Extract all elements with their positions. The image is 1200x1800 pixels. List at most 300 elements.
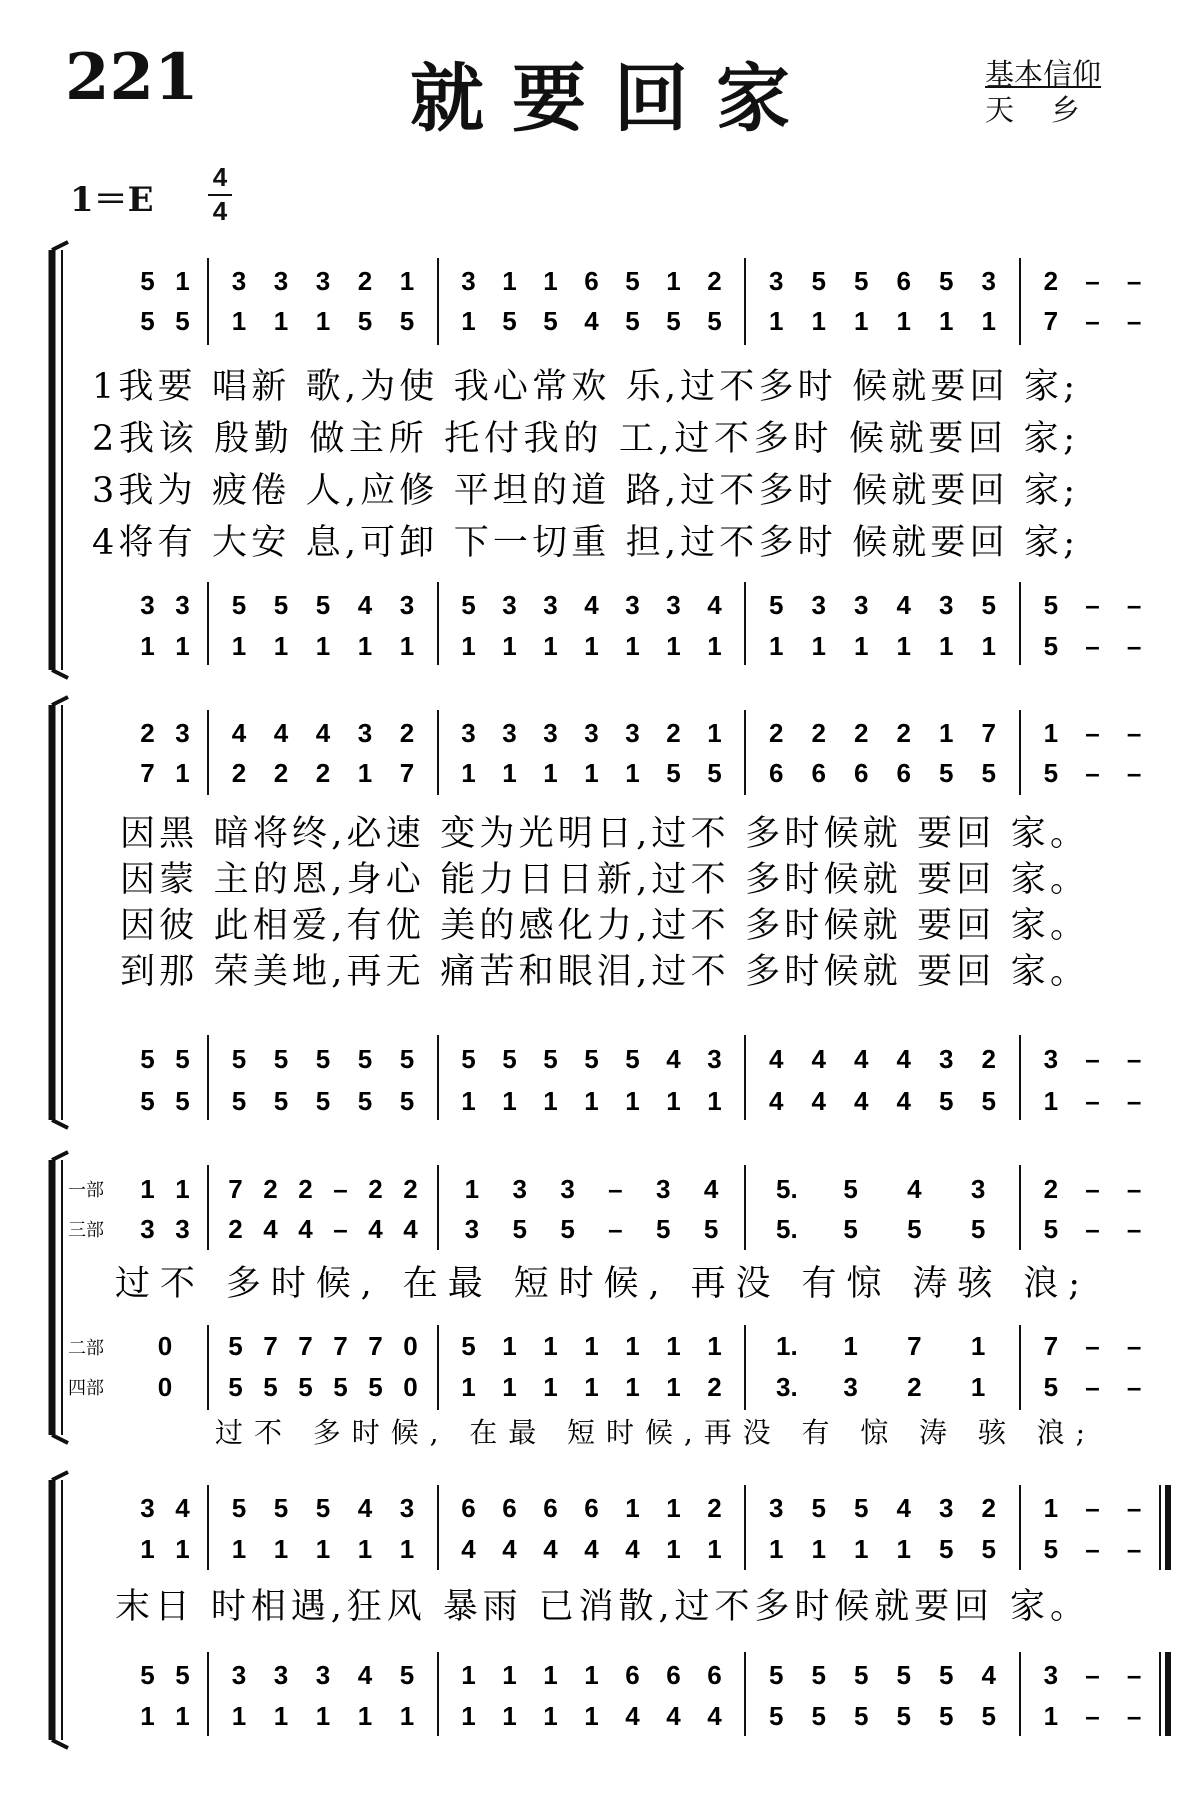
system2-upper-melody-note: 7 — [981, 718, 996, 748]
system1-lower-bass-note: 1 — [273, 631, 289, 661]
system3-part2-note: 7 — [368, 1331, 383, 1361]
system1-upper-melody-note: 3 — [769, 266, 784, 296]
part-label-two: 二部 — [68, 1338, 104, 1359]
system4-upper-melody-note: 5 — [854, 1493, 869, 1523]
system2-upper-harmony-note: 2 — [273, 758, 289, 788]
system3-part2-note: 7 — [298, 1331, 313, 1361]
system1-lower-bass-note: – — [1085, 631, 1100, 661]
system1-upper-melody-note: 5 — [811, 266, 826, 296]
system4-upper-melody-note: 5 — [231, 1493, 247, 1523]
system2-upper-melody-note: 3 — [461, 718, 476, 748]
system2-upper-harmony-note: 5 — [1043, 758, 1059, 788]
system3-part3-note: 5 — [970, 1214, 986, 1244]
system1-upper-harmony-note: 1 — [461, 306, 476, 336]
system1-upper-harmony-note: 5 — [357, 306, 373, 336]
system4-upper-harmony-note: 1 — [273, 1534, 289, 1564]
system4-upper-melody-note: 3 — [140, 1493, 155, 1523]
system3-part3-note: 4 — [263, 1214, 278, 1244]
system2-lower-alto-note: 5 — [399, 1044, 415, 1074]
system2-lower-bass-note: 5 — [231, 1086, 247, 1116]
system1-lower-alto-note: 3 — [140, 590, 155, 620]
key-signature: 1＝E — [70, 180, 154, 220]
system4-lower-bass-note: 1 — [273, 1701, 289, 1731]
system1-lower-alto-note: 3 — [399, 590, 415, 620]
system1-upper-harmony-note: 5 — [707, 306, 722, 336]
system1-upper-melody-note: 2 — [707, 266, 722, 296]
system2-lower-bass-note: 1 — [502, 1086, 517, 1116]
system3-part2-note: 1 — [666, 1331, 681, 1361]
system1-bracket-top — [52, 242, 68, 250]
system1-upper-melody-note: 5 — [854, 266, 869, 296]
system2-lower-bass-note: 4 — [769, 1086, 784, 1116]
system3-part3-note: 4 — [403, 1214, 418, 1244]
system1-lower-alto-note: 5 — [461, 590, 476, 620]
system2-upper-melody-note: 3 — [502, 718, 517, 748]
system1-lower-alto-note: 4 — [707, 590, 722, 620]
system1-lower-alto-note: 3 — [543, 590, 558, 620]
system2-bracket-bottom — [52, 1120, 68, 1128]
system2-lyric-line: 到那 荣美地,再无 痛苦和眼泪,过不 多时候就 要回 家。 — [120, 952, 1085, 992]
system3-part4-note: 5 — [263, 1372, 278, 1402]
system1-lower-alto-note: 3 — [625, 590, 640, 620]
system2-upper-melody-note: 2 — [896, 718, 911, 748]
system4-upper-harmony-note: 1 — [399, 1534, 415, 1564]
system2-upper-harmony-note: – — [1085, 758, 1100, 788]
system4-upper-melody-note: 4 — [175, 1493, 190, 1523]
system4-upper-melody-note: 5 — [315, 1493, 331, 1523]
system3-part2-note: 5 — [461, 1331, 476, 1361]
system2-upper-melody-note: 2 — [854, 718, 869, 748]
system3-part1-note: 2 — [403, 1174, 418, 1204]
system2-upper-harmony-note: 6 — [811, 758, 826, 788]
system2-lower-bass-note: 1 — [707, 1086, 722, 1116]
system4-lower-alto-note: 6 — [666, 1660, 681, 1690]
system2-lower-bass-note: 5 — [399, 1086, 415, 1116]
system1-lower-alto-note: 4 — [584, 590, 599, 620]
system1-lower-bass-note: 1 — [502, 631, 517, 661]
system1-upper-melody-note: 3 — [273, 266, 289, 296]
system2-upper-harmony-note: 1 — [175, 758, 190, 788]
system4-lower-alto-note: 5 — [399, 1660, 415, 1690]
system3-part3-note: 5 — [703, 1214, 719, 1244]
system4-upper-harmony-note: 1 — [707, 1534, 722, 1564]
part-label-three: 三部 — [68, 1220, 104, 1241]
system1-lower-alto-note: 5 — [1043, 590, 1059, 620]
system3-part1-note: 4 — [907, 1174, 922, 1204]
system1-upper-harmony-note: 4 — [584, 306, 599, 336]
system2-lower-alto-note: 2 — [981, 1044, 996, 1074]
system4-upper-harmony-note: – — [1126, 1534, 1142, 1564]
system1-lyric-line: 4将有 大安 息,可卸 下一切重 担,过不多时 候就要回 家; — [92, 523, 1075, 563]
system1-upper-melody-note: 2 — [1043, 266, 1059, 296]
system3-part2-note: 1 — [543, 1331, 558, 1361]
system3-part3-note: 4 — [298, 1214, 313, 1244]
system1-upper-melody-note: 1 — [175, 266, 190, 296]
system2-lower-alto-note: 5 — [175, 1044, 190, 1074]
system1-upper-harmony-note: 1 — [939, 306, 954, 336]
system2-lower-alto-note: – — [1085, 1044, 1100, 1074]
system1-lower-bass-note: 1 — [769, 631, 784, 661]
time-signature-bottom: 4 — [208, 194, 232, 227]
system1-lower-alto-note: 5 — [981, 590, 996, 620]
hymn-title: 就要回家 — [410, 56, 818, 142]
system2-upper-harmony-note: 1 — [584, 758, 599, 788]
system3-part3-note: – — [1085, 1214, 1100, 1244]
system2-lower-alto-note: 5 — [315, 1044, 331, 1074]
system3-bracket-top — [52, 1152, 68, 1160]
system4-upper-harmony-note: 1 — [769, 1534, 784, 1564]
system2-lower-bass-note: – — [1085, 1086, 1100, 1116]
system1-upper-harmony-note: 5 — [543, 306, 558, 336]
system2-upper-melody-note: 2 — [399, 718, 415, 748]
system3-lower-lyric: 过不 多时候, 在最 短时候,再没 有 惊 涛 骇 浪; — [215, 1416, 1085, 1449]
system3-part2-note: 0 — [157, 1331, 173, 1361]
system4-upper-melody-note: 2 — [981, 1493, 996, 1523]
system1-upper-melody-note: 5 — [939, 266, 954, 296]
system1-lower-bass-note: 1 — [666, 631, 681, 661]
system3-part1-note: 3 — [560, 1174, 575, 1204]
system2-lower-bass-note: 5 — [315, 1086, 331, 1116]
system4-lower-bass-note: 4 — [707, 1701, 722, 1731]
system4-lower-alto-note: 5 — [896, 1660, 911, 1690]
system1-upper-harmony-note: 1 — [981, 306, 996, 336]
system4-upper-melody-note: 6 — [543, 1493, 558, 1523]
system1-lower-bass-note: 1 — [231, 631, 247, 661]
system4-lower-alto-note: 5 — [769, 1660, 784, 1690]
system2-bracket-top — [52, 697, 68, 705]
system2-lower-alto-note: 5 — [584, 1044, 599, 1074]
system2-lower-bass-note: 4 — [811, 1086, 826, 1116]
system4-lyric-line: 末日 时相遇,狂风 暴雨 已消散,过不多时候就要回 家。 — [115, 1587, 1085, 1627]
system2-lower-bass-note: – — [1126, 1086, 1142, 1116]
system2-lyric-line: 因蒙 主的恩,身心 能力日日新,过不 多时候就 要回 家。 — [120, 860, 1085, 900]
system3-part3-note: 2 — [228, 1214, 243, 1244]
system3-part1-note: 3 — [512, 1174, 527, 1204]
system3-part3-note: 3 — [464, 1214, 480, 1244]
system2-lower-alto-note: 5 — [357, 1044, 373, 1074]
system1-lower-bass-note: 1 — [584, 631, 599, 661]
system4-upper-melody-note: 6 — [461, 1493, 476, 1523]
system4-lower-alto-note: 4 — [357, 1660, 373, 1690]
hymn-author: 天 乡 — [985, 93, 1080, 127]
system4-upper-melody-note: 6 — [584, 1493, 599, 1523]
system2-lower-bass-note: 4 — [854, 1086, 869, 1116]
system1-lower-bass-note: 1 — [461, 631, 476, 661]
system3-part2-note: 1 — [843, 1331, 858, 1361]
system4-upper-harmony-note: 1 — [811, 1534, 826, 1564]
system2-upper-melody-note: 4 — [315, 718, 331, 748]
system1-lower-alto-note: 4 — [896, 590, 911, 620]
system3-part2-note: 1 — [584, 1331, 599, 1361]
system4-lower-alto-note: – — [1126, 1660, 1142, 1690]
system3-part4-note: 1 — [970, 1372, 986, 1402]
system2-upper-melody-note: 3 — [357, 718, 373, 748]
system3-part4-note: 5 — [368, 1372, 383, 1402]
system4-lower-bass-note: 4 — [666, 1701, 681, 1731]
system4-lower-alto-note: 5 — [811, 1660, 826, 1690]
system2-lower-alto-note: 5 — [231, 1044, 247, 1074]
system1-upper-melody-note: 3 — [461, 266, 476, 296]
system4-lower-alto-note: 6 — [625, 1660, 640, 1690]
system3-part2-note: 5 — [228, 1331, 243, 1361]
system4-lower-bass-note: 1 — [1043, 1701, 1059, 1731]
system2-lower-bass-note: 1 — [584, 1086, 599, 1116]
system2-lower-bass-note: 5 — [357, 1086, 373, 1116]
system4-upper-melody-note: 3 — [399, 1493, 415, 1523]
part-label-four: 四部 — [68, 1378, 104, 1399]
system3-part2-note: 7 — [907, 1331, 922, 1361]
system3-part4-note: 3. — [776, 1372, 798, 1402]
system2-upper-harmony-note: 1 — [461, 758, 476, 788]
system2-lower-alto-note: 4 — [811, 1044, 826, 1074]
system4-upper-harmony-note: 1 — [854, 1534, 869, 1564]
system3-part1-note: 5 — [843, 1174, 858, 1204]
system4-upper-harmony-note: 5 — [939, 1534, 954, 1564]
system2-upper-harmony-note: 6 — [896, 758, 911, 788]
system4-lower-bass-note: – — [1085, 1701, 1100, 1731]
system1-upper-harmony-note: 5 — [666, 306, 681, 336]
system3-part3-note: – — [608, 1214, 623, 1244]
system1-lower-bass-note: 1 — [854, 631, 869, 661]
system4-lower-alto-note: 3 — [1043, 1660, 1059, 1690]
system4-lower-bass-note: 1 — [543, 1701, 558, 1731]
system1-lower-bass-note: 1 — [175, 631, 190, 661]
system4-upper-harmony-note: 1 — [357, 1534, 373, 1564]
system3-part4-note: 1 — [666, 1372, 681, 1402]
system4-lower-alto-note: 5 — [939, 1660, 954, 1690]
system4-upper-harmony-note: 1 — [231, 1534, 247, 1564]
system1-lyric-line: 2我该 殷勤 做主所 托付我的 工,过不多时 候就要回 家; — [92, 419, 1075, 459]
system2-lower-alto-note: 4 — [666, 1044, 681, 1074]
system1-lower-bass-note: 1 — [399, 631, 415, 661]
system2-lower-alto-note: 5 — [543, 1044, 558, 1074]
system2-lower-bass-note: 1 — [461, 1086, 476, 1116]
system2-lyric-line: 因彼 此相爱,有优 美的感化力,过不 多时候就 要回 家。 — [120, 906, 1085, 946]
system4-upper-harmony-note: 4 — [625, 1534, 640, 1564]
system1-upper-melody-note: 6 — [584, 266, 599, 296]
system1-upper-melody-note: 1 — [543, 266, 558, 296]
system3-part1-note: 2 — [368, 1174, 383, 1204]
system4-upper-melody-note: – — [1085, 1493, 1100, 1523]
system4-lower-bass-note: 5 — [769, 1701, 784, 1731]
system3-part4-note: 5 — [1043, 1372, 1059, 1402]
system3-part4-note: 5 — [333, 1372, 348, 1402]
system1-upper-harmony-note: 1 — [273, 306, 289, 336]
system4-lower-bass-note: 5 — [811, 1701, 826, 1731]
system4-upper-harmony-note: 4 — [584, 1534, 599, 1564]
system1-upper-melody-note: 1 — [502, 266, 517, 296]
system1-lower-bass-note: 1 — [939, 631, 954, 661]
system1-upper-harmony-note: 5 — [140, 306, 155, 336]
system2-lower-alto-note: – — [1126, 1044, 1142, 1074]
system1-lower-bass-note: 1 — [811, 631, 826, 661]
system3-part3-note: 5 — [656, 1214, 671, 1244]
system1-lower-bass-note: 1 — [315, 631, 331, 661]
system4-upper-melody-note: 3 — [769, 1493, 784, 1523]
system4-bracket-top — [52, 1472, 68, 1480]
system1-upper-harmony-note: 5 — [502, 306, 517, 336]
system2-upper-melody-note: 3 — [175, 718, 190, 748]
system1-upper-melody-note: – — [1085, 266, 1100, 296]
system3-part1-note: – — [1126, 1174, 1142, 1204]
system2-upper-harmony-note: 5 — [707, 758, 722, 788]
system3-part4-note: 0 — [157, 1372, 173, 1402]
system1-lyric-line: 1我要 唱新 歌,为使 我心常欢 乐,过不多时 候就要回 家; — [92, 367, 1075, 407]
system3-part2-note: – — [1085, 1331, 1100, 1361]
system1-upper-harmony-note: 5 — [625, 306, 640, 336]
system3-part2-note: 7 — [263, 1331, 278, 1361]
system4-lower-bass-note: 5 — [854, 1701, 869, 1731]
system4-lower-alto-note: 1 — [543, 1660, 558, 1690]
system1-upper-harmony-note: 1 — [231, 306, 247, 336]
system2-lower-bass-note: 5 — [273, 1086, 289, 1116]
system1-upper-melody-note: 3 — [231, 266, 247, 296]
system4-upper-harmony-note: 1 — [140, 1534, 155, 1564]
system3-part1-note: 5. — [776, 1174, 798, 1204]
system2-lower-bass-note: 5 — [175, 1086, 190, 1116]
system3-part3-note: 4 — [368, 1214, 383, 1244]
system3-part3-note: 5 — [512, 1214, 527, 1244]
system4-lower-alto-note: 5 — [175, 1660, 190, 1690]
system1-upper-harmony-note: 1 — [769, 306, 784, 336]
system4-upper-melody-note: 6 — [502, 1493, 517, 1523]
system1-upper-melody-note: 3 — [315, 266, 331, 296]
system1-upper-melody-note: 1 — [399, 266, 415, 296]
system4-lower-bass-note: 5 — [939, 1701, 954, 1731]
system3-part1-note: 3 — [970, 1174, 986, 1204]
system4-upper-melody-note: 1 — [1043, 1493, 1059, 1523]
system2-lower-alto-note: 5 — [502, 1044, 517, 1074]
system1-upper-harmony-note: 1 — [896, 306, 911, 336]
system1-lower-bass-note: 5 — [1043, 631, 1059, 661]
system3-part3-note: 5. — [776, 1214, 798, 1244]
system3-part2-note: 7 — [333, 1331, 348, 1361]
system1-upper-harmony-note: 1 — [811, 306, 826, 336]
system1-lyric-line: 3我为 疲倦 人,应修 平坦的道 路,过不多时 候就要回 家; — [92, 471, 1075, 511]
system4-upper-melody-note: – — [1126, 1493, 1142, 1523]
system2-lower-alto-note: 4 — [769, 1044, 784, 1074]
system4-upper-harmony-note: 4 — [543, 1534, 558, 1564]
system3-part3-note: 5 — [560, 1214, 575, 1244]
system1-lower-bass-note: 1 — [625, 631, 640, 661]
system4-lower-bass-note: 1 — [175, 1701, 190, 1731]
system1-lower-bass-note: 1 — [981, 631, 996, 661]
system2-lower-alto-note: 5 — [625, 1044, 640, 1074]
system2-upper-melody-note: 3 — [625, 718, 640, 748]
system4-upper-harmony-note: 5 — [1043, 1534, 1059, 1564]
system1-lower-alto-note: 5 — [231, 590, 247, 620]
system2-lyric-line: 因黑 暗将终,必速 变为光明日,过不 多时候就 要回 家。 — [120, 814, 1085, 854]
system2-lower-bass-note: 1 — [1043, 1086, 1059, 1116]
system3-part3-note: 5 — [1043, 1214, 1059, 1244]
system2-lower-alto-note: 3 — [707, 1044, 722, 1074]
system3-part1-note: 1 — [175, 1174, 190, 1204]
system3-part4-note: 2 — [707, 1372, 722, 1402]
system4-lower-bass-note: 1 — [584, 1701, 599, 1731]
system1-lower-alto-note: 5 — [273, 590, 289, 620]
system2-upper-harmony-note: 7 — [399, 758, 415, 788]
system4-lower-alto-note: 3 — [231, 1660, 247, 1690]
system3-part2-note: 1 — [970, 1331, 986, 1361]
system4-lower-bass-note: 5 — [981, 1701, 996, 1731]
system2-upper-melody-note: 2 — [811, 718, 826, 748]
system1-lower-alto-note: 5 — [769, 590, 784, 620]
system4-lower-alto-note: 5 — [140, 1660, 155, 1690]
system4-lower-alto-note: 5 — [854, 1660, 869, 1690]
system1-upper-harmony-note: – — [1126, 306, 1142, 336]
system3-part2-note: 7 — [1043, 1331, 1059, 1361]
system3-part1-note: 2 — [1043, 1174, 1059, 1204]
system2-lower-alto-note: 5 — [273, 1044, 289, 1074]
system3-part2-note: 0 — [403, 1331, 418, 1361]
system4-bracket-bottom — [52, 1740, 68, 1748]
system4-upper-melody-note: 1 — [666, 1493, 681, 1523]
system3-part1-note: 1 — [140, 1174, 155, 1204]
system3-part4-note: 1 — [502, 1372, 517, 1402]
system1-lower-alto-note: 3 — [666, 590, 681, 620]
system1-lower-alto-note: – — [1126, 590, 1142, 620]
system4-lower-bass-note: – — [1126, 1701, 1142, 1731]
system1-lower-alto-note: 3 — [502, 590, 517, 620]
system2-upper-melody-note: 4 — [231, 718, 247, 748]
system2-lower-bass-note: 1 — [543, 1086, 558, 1116]
time-signature-top: 4 — [212, 162, 228, 192]
system3-part4-note: 1 — [461, 1372, 476, 1402]
system2-lower-alto-note: 3 — [939, 1044, 954, 1074]
system1-lower-bass-note: 1 — [357, 631, 373, 661]
system1-upper-harmony-note: 1 — [315, 306, 331, 336]
system4-lower-bass-note: 1 — [140, 1701, 155, 1731]
system2-lower-bass-note: 1 — [666, 1086, 681, 1116]
system4-lower-bass-note: 1 — [461, 1701, 476, 1731]
system1-upper-harmony-note: – — [1085, 306, 1100, 336]
system2-upper-melody-note: 2 — [140, 718, 155, 748]
system1-lower-bass-note: 1 — [896, 631, 911, 661]
system1-upper-melody-note: 1 — [666, 266, 681, 296]
system3-part3-note: 3 — [175, 1214, 190, 1244]
system3-part4-note: 5 — [228, 1372, 243, 1402]
system2-lower-bass-note: 5 — [140, 1086, 155, 1116]
system2-lower-alto-note: 4 — [896, 1044, 911, 1074]
system3-part2-note: 1 — [707, 1331, 722, 1361]
system3-part3-note: 5 — [843, 1214, 858, 1244]
system4-upper-harmony-note: 4 — [461, 1534, 476, 1564]
system1-upper-melody-note: 3 — [981, 266, 996, 296]
system4-lower-bass-note: 1 — [231, 1701, 247, 1731]
system1-bracket-bottom — [52, 670, 68, 678]
system2-upper-harmony-note: 1 — [543, 758, 558, 788]
system4-upper-harmony-note: 1 — [175, 1534, 190, 1564]
system4-upper-harmony-note: 1 — [896, 1534, 911, 1564]
system1-upper-harmony-note: 5 — [399, 306, 415, 336]
system2-lower-alto-note: 4 — [854, 1044, 869, 1074]
system3-part3-note: – — [1126, 1214, 1142, 1244]
system3-part3-note: 5 — [907, 1214, 922, 1244]
system2-upper-harmony-note: 7 — [140, 758, 155, 788]
system1-lower-alto-note: 3 — [939, 590, 954, 620]
system2-lower-alto-note: 3 — [1043, 1044, 1059, 1074]
system2-upper-melody-note: 1 — [707, 718, 722, 748]
system3-part1-note: – — [1085, 1174, 1100, 1204]
system4-upper-melody-note: 5 — [273, 1493, 289, 1523]
system3-part2-note: 1. — [776, 1331, 798, 1361]
system4-upper-melody-note: 5 — [811, 1493, 826, 1523]
system3-part4-note: – — [1085, 1372, 1100, 1402]
system2-upper-harmony-note: – — [1126, 758, 1142, 788]
system3-upper-lyric: 过不 多时候, 在最 短时候, 再没 有惊 涛骇 浪; — [115, 1264, 1080, 1304]
system4-upper-melody-note: 2 — [707, 1493, 722, 1523]
system4-lower-bass-note: 1 — [357, 1701, 373, 1731]
